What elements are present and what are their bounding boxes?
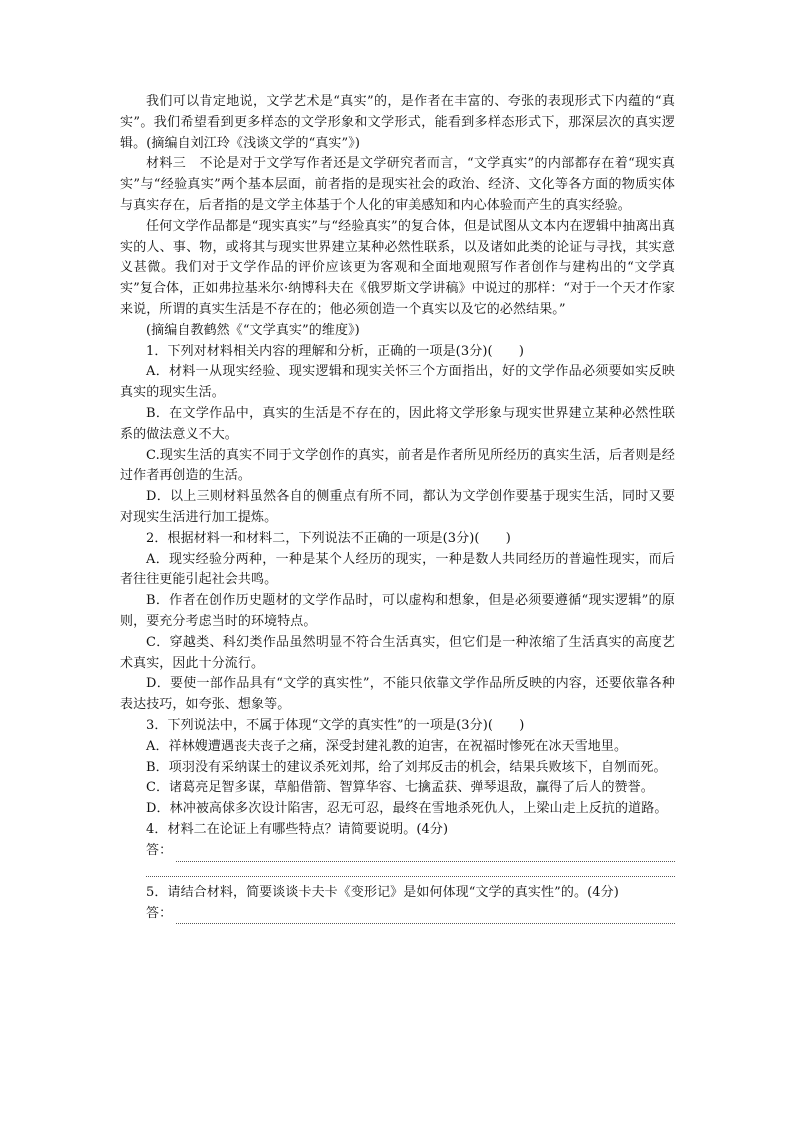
option-d[interactable]: D．要使一部作品具有“文学的真实性”，不能只依靠文学作品所反映的内容，还要依靠各种表达技巧，如夸张、想象等。	[120, 676, 675, 713]
option-b[interactable]: B．在文学作品中，真实的生活是不存在的，因此将文学形象与现实世界建立某种必然性联系的做法意义不大。	[120, 405, 675, 442]
passage-paragraph-3: 任何文学作品都是“现实真实”与“经验真实”的复合体，但是试图从文本内在逻辑中抽离出真实的人、事、物，或将其与现实世界建立某种必然性联系，以及诸如此类的论证与寻找，其实意义甚微。我们对于文学作品的评价应该更为客观和全面地观照写作者创作与建构出的“文学真实”复合体，正如弗拉基米尔·纳博科夫在《俄罗斯文学讲稿》中说过的那样：“对于一个天才作家来说，所谓的真实生活是不存在的；他必须创造一个真实以及它的必然结果。”	[120, 218, 675, 317]
answer-label: 答：	[146, 842, 173, 858]
option-a[interactable]: A．祥林嫂遭遇丧夫丧子之痛，深受封建礼教的迫害，在祝福时惨死在冰天雪地里。	[146, 738, 628, 754]
option-c[interactable]: C.现实生活的真实不同于文学创作的真实，前者是作者所见所经历的真实生活，后者则是经过作者再创造的生活。	[120, 447, 675, 484]
passage-paragraph-1: 我们可以肯定地说，文学艺术是“真实”的，是作者在丰富的、夸张的表现形式下内蕴的“真实”。我们希望看到更多样态的文学形象和文学形式，能看到多样态形式下，那深层次的真实逻辑。(摘编自刘江玲《浅谈文学的“真实”》)	[120, 94, 675, 151]
question-stem: 3．下列说法中，不属于体现“文学的真实性”的一项是(3分)( )	[146, 717, 525, 733]
option-d[interactable]: D．以上三则材料虽然各自的侧重点有所不同，都认为文学创作要基于现实生活，同时又要对现实生活进行加工提炼。	[120, 489, 675, 525]
answer-line[interactable]	[146, 862, 675, 877]
question-stem: 4．材料二在论证上有哪些特点？请简要说明。(4分)	[146, 821, 449, 837]
question-stem: 1．下列对材料相关内容的理解和分析，正确的一项是(3分)( )	[146, 343, 525, 359]
question-1	[120, 342, 675, 529]
question-3	[120, 716, 675, 820]
answer-row	[120, 841, 675, 862]
question-stem: 2．根据材料一和材料二，下列说法不正确的一项是(3分)( )	[146, 530, 511, 546]
answer-row	[120, 903, 675, 924]
question-2	[120, 529, 675, 716]
question-5	[120, 883, 675, 925]
answer-line[interactable]	[176, 847, 675, 862]
answer-line[interactable]	[176, 909, 675, 924]
option-d[interactable]: D．林冲被高俅多次设计陷害，忍无可忍，最终在雪地杀死仇人，上梁山走上反抗的道路。	[146, 801, 668, 817]
option-b[interactable]: B．作者在创作历史题材的文学作品时，可以虚构和想象，但是必须要遵循“现实逻辑”的原则，要充分考虑当时的环境特点。	[120, 593, 675, 629]
option-c[interactable]: C．诸葛亮足智多谋，草船借箭、智算华容、七擒孟获、弹琴退敌，赢得了后人的赞誉。	[146, 780, 654, 796]
page-content	[120, 92, 675, 924]
question-stem: 5．请结合材料，简要谈谈卡夫卡《变形记》是如何体现“文学的真实性”的。(4分)	[146, 884, 619, 900]
option-c[interactable]: C．穿越类、科幻类作品虽然明显不符合生活真实，但它们是一种浓缩了生活真实的高度艺术真实，因此十分流行。	[120, 634, 675, 671]
answer-label: 答：	[146, 905, 173, 921]
passage-paragraph-2: 材料三 不论是对于文学写作者还是文学研究者而言，“文学真实”的内部都存在着“现实真实”与“经验真实”两个基本层面，前者指的是现实社会的政治、经济、文化等各方面的物质实体与真实存在，后者指的是文学主体基于个人化的审美感知和内心体验而产生的真实经验。	[120, 156, 675, 213]
option-a[interactable]: A．现实经验分两种，一种是某个人经历的现实，一种是数人共同经历的普遍性现实，而后者往往更能引起社会共鸣。	[120, 551, 675, 588]
option-a[interactable]: A．材料一从现实经验、现实逻辑和现实关怀三个方面指出，好的文学作品必须要如实反映真实的现实生活。	[120, 364, 675, 401]
passage-source: (摘编自教鹤然《“文学真实”的维度》)	[146, 322, 360, 338]
option-b[interactable]: B．项羽没有采纳谋士的建议杀死刘邦，给了刘邦反击的机会，结果兵败垓下，自刎而死。	[146, 759, 667, 775]
question-4	[120, 820, 675, 877]
